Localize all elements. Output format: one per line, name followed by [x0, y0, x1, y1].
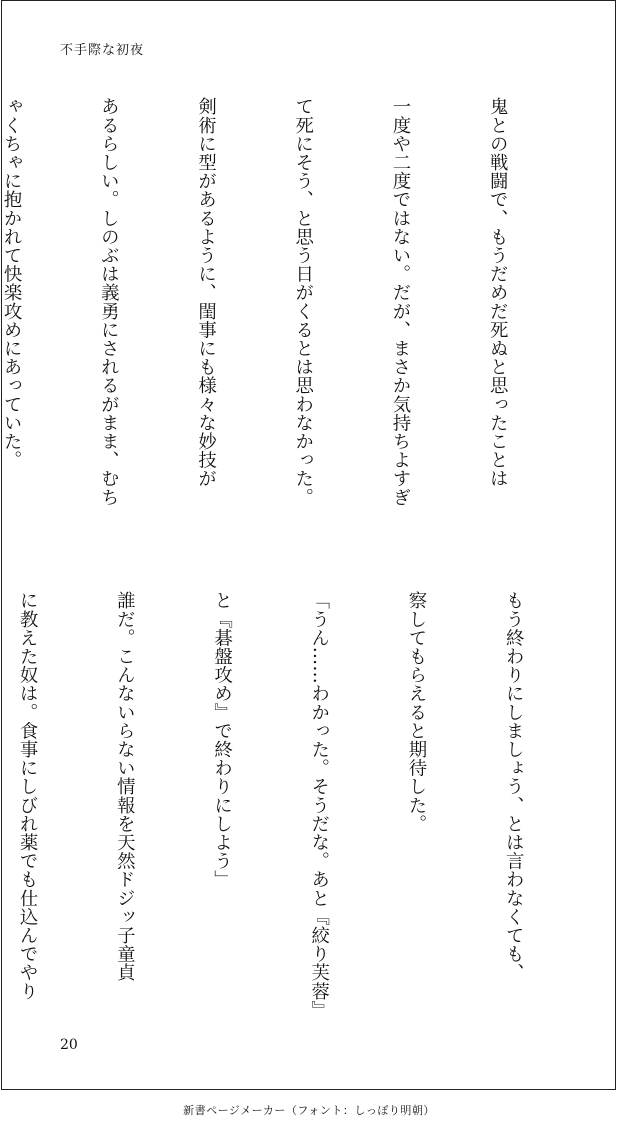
- page-number: 20: [60, 1037, 78, 1053]
- text-line: ゃくちゃに抱かれて快楽攻めにあっていた。: [1, 97, 23, 469]
- text-line: に教えた奴は。食事にしびれ薬でも仕込んでやり: [17, 591, 39, 1001]
- text-line: 一度や二度ではない。だが、まさか気持ちよすぎ: [389, 97, 411, 507]
- lower-text-block: [17, 591, 594, 1019]
- book-page: [1, 0, 616, 1090]
- text-line: と『碁盤攻め』で終わりにしよう」: [211, 591, 233, 889]
- running-title: 不手際な初夜: [60, 43, 145, 58]
- text-line: 誰だ。こんないらない情報を天然ドジッ子童貞: [114, 591, 136, 982]
- text-line: 剣術に型があるように、閨事にも様々な妙技が: [195, 97, 217, 488]
- upper-text-block: [1, 97, 578, 537]
- text-line: て死にそう、と思う日がくるとは思わなかった。: [292, 97, 314, 507]
- text-line: 「うん……わかった。そうだな。あと『絞り芙蓉』: [308, 591, 330, 1019]
- text-line: 鬼との戦闘で、もうだめだ死ぬと思ったことは: [487, 97, 509, 488]
- text-line: あるらしい。しのぶは義勇にされるがまま、むち: [98, 97, 120, 507]
- text-line: 察してもらえると期待した。: [405, 591, 427, 833]
- footer-credit: 新書ページメーカー（フォント：しっぽり明朝）: [183, 1104, 435, 1117]
- text-line: もう終わりにしましょう、とは言わなくても、: [503, 591, 525, 982]
